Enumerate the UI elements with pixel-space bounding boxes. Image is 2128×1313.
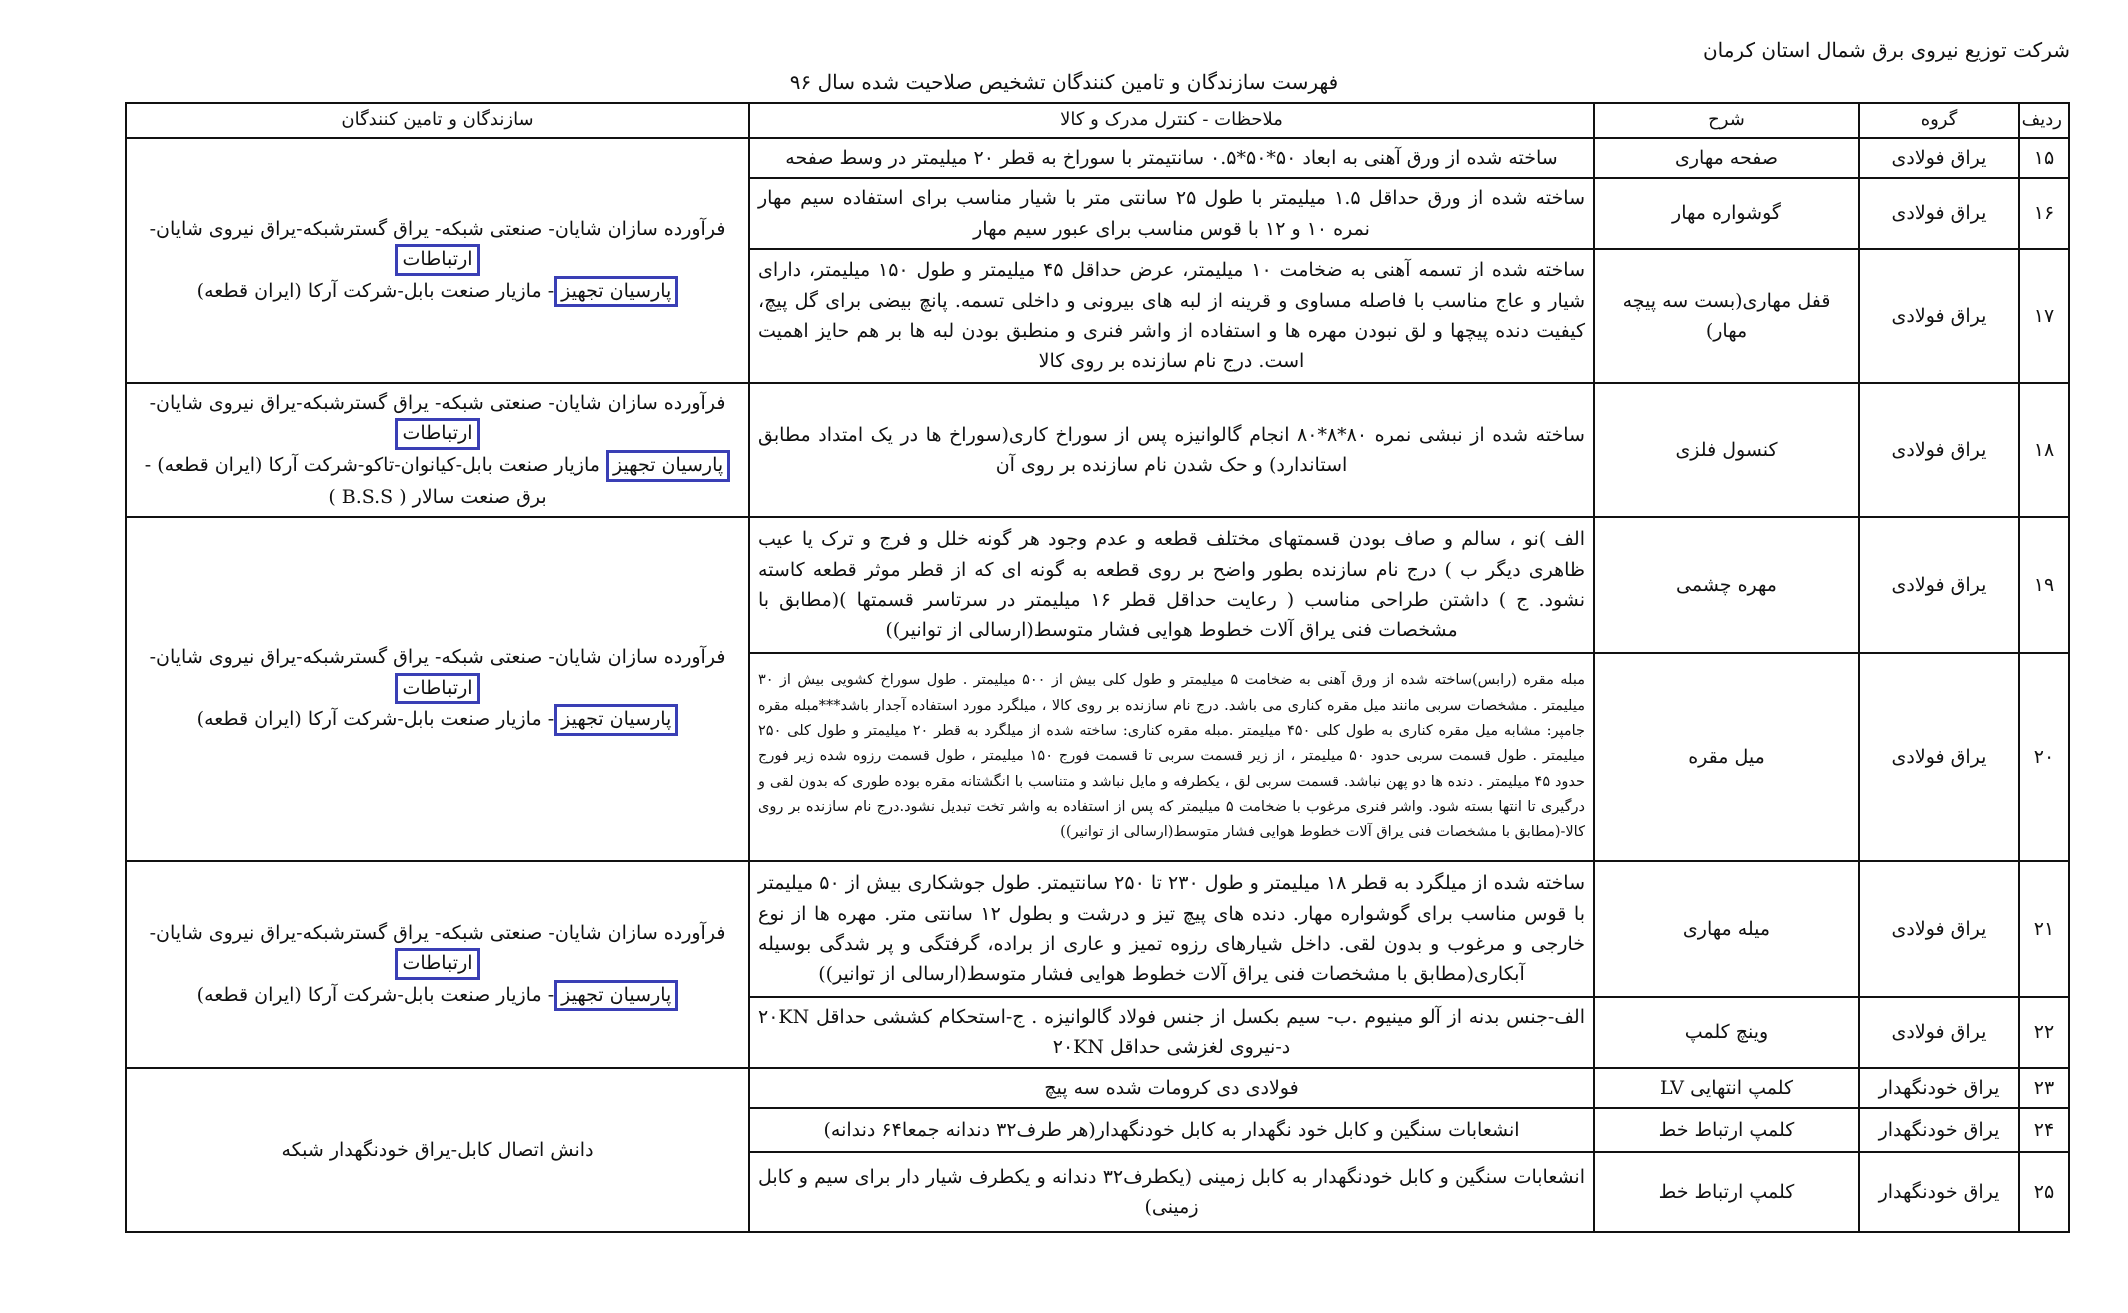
makers-highlight: پارسیان تجهیز: [554, 704, 678, 736]
table-row: [126, 138, 2069, 178]
cell-makers: [126, 138, 749, 383]
cell-makers: [126, 517, 749, 861]
cell-desc: کلمپ ارتباط خط: [1594, 1108, 1859, 1152]
cell-desc: میله مهاری: [1594, 861, 1859, 997]
cell-group: یراق فولادی: [1859, 653, 2019, 861]
cell-notes: الف-جنس بدنه از آلو مینیوم .ب- سیم بکسل از جنس فولاد گالوانیزه . ج-استحکام کششی حداقل ۲۰KN د-نیروی لغزشی حداقل ۲۰KN: [749, 997, 1594, 1068]
makers-highlight: ارتباطات: [395, 673, 479, 705]
company-name: شرکت توزیع نیروی برق شمال استان کرمان: [1702, 38, 2070, 62]
cell-group: یراق فولادی: [1859, 997, 2019, 1068]
makers-text: - مازیار صنعت بابل-شرکت آرکا (ایران قطعه): [196, 279, 555, 302]
header-group: گروه: [1859, 103, 2019, 138]
cell-group: یراق فولادی: [1859, 383, 2019, 517]
cell-notes: ساخته شده از تسمه آهنی به ضخامت ۱۰ میلیمتر، عرض حداقل ۴۵ میلیمتر و طول ۱۵۰ میلیمتر، دارای شیار و عاج مناسب با فاصله مساوی و قرینه از لبه های بیرونی و داخلی تسمه. پانچ بیضی برای گل پیچ، کیفیت دنده پیچها و لق نبودن مهره ها و استفاده از واشر فنری و منطبق بودن لبه ها بر هم حایز اهمیت است. درج نام سازنده بر روی کالا: [749, 249, 1594, 383]
makers-highlight: ارتباطات: [395, 244, 479, 276]
header-makers: سازندگان و تامین کنندگان: [126, 103, 749, 138]
cell-desc: میل مقره: [1594, 653, 1859, 861]
cell-group: یراق فولادی: [1859, 861, 2019, 997]
table-header-row: [126, 103, 2069, 138]
cell-desc: کنسول فلزی: [1594, 383, 1859, 517]
header-desc: شرح: [1594, 103, 1859, 138]
cell-radif: ۲۲: [2019, 997, 2069, 1068]
cell-group: یراق خودنگهدار: [1859, 1068, 2019, 1108]
makers-text: مازیار صنعت بابل-کیانوان-تاکو-شرکت آرکا (ایران قطعه) - برق صنعت سالار ( B.S.S ): [144, 454, 606, 508]
cell-group: یراق فولادی: [1859, 249, 2019, 383]
cell-notes: ساخته شده از میلگرد به قطر ۱۸ میلیمتر و طول ۲۳۰ تا ۲۵۰ سانتیمتر. طول جوشکاری بیش از ۵۰ میلیمتر با قوس مناسب برای گوشواره مهار. دنده های پیچ تیز و درشت و بطول ۱۲ سانتی متر. مهره ها از نوع خارجی و مرغوب و بدون لقی. داخل شیارهای رزوه تمیز و عاری از براده، گرفتگی و پر شدگی بوسیله آبکاری(مطابق با مشخصات فنی یراق آلات خطوط هوایی فشار متوسط(ارسالی از توانیر)): [749, 861, 1594, 997]
cell-group: یراق فولادی: [1859, 178, 2019, 249]
cell-notes: مبله مقره (رابس)ساخته شده از ورق آهنی به ضخامت ۵ میلیمتر و طول کلی بیش از ۵۰۰ میلیمتر . طول سوراخ کشویی بیش از ۳۰ میلیمتر . مشخصات سربی مانند میل مقره کناری می باشد. درج نام سازنده بر روی کالا ، میلگرد مورد استفاده آجدار باشد***مبله مقره جامپر: مشابه میل مقره کناری به طول کلی ۴۵۰ میلیمتر .مبله مقره کناری: ساخته شده از میلگرد به قطر ۲۰ میلیمتر و طول کلی ۲۵۰ میلیمتر . طول قسمت سربی حدود ۵۰ میلیمتر ، از زیر قسمت سربی تا قسمت فورج ۱۵۰ میلیمتر ، طول قسمت رزوه شده زیر فورج حدود ۴۵ میلیمتر . دنده ها دو پهن نباشد. قسمت سربی لق ، یکطرفه و مایل نباشد و متناسب با انگشتانه مقره بوده طوری که بدون لقی و درگیری تا انتها بسته شود. واشر فنری مرغوب با ضخامت ۵ میلیمتر که پس از استفاده به واشر تخت تبدیل نشود.درج نام سازنده بر روی کالا-(مطابق با مشخصات فنی یراق آلات خطوط هوایی فشار متوسط(ارسالی از توانیر)): [749, 653, 1594, 861]
makers-text: فرآورده سازان شایان- صنعتی شبکه- یراق گسترشبکه-یراق نیروی شایان-: [149, 391, 726, 414]
table-row: [126, 1068, 2069, 1108]
cell-notes: ساخته شده از نبشی نمره ۸۰*۸*۸۰ انجام گالوانیزه پس از سوراخ کاری(سوراخ ها در یک امتداد مطابق استاندارد) و حک شدن نام سازنده بر روی آن: [749, 383, 1594, 517]
cell-group: یراق فولادی: [1859, 517, 2019, 653]
header-radif: ردیف: [2019, 103, 2069, 138]
table-row: [126, 517, 2069, 653]
cell-makers: [126, 383, 749, 517]
cell-group: یراق خودنگهدار: [1859, 1152, 2019, 1232]
cell-radif: ۲۳: [2019, 1068, 2069, 1108]
makers-highlight: پارسیان تجهیز: [606, 450, 730, 482]
makers-text: فرآورده سازان شایان- صنعتی شبکه- یراق گسترشبکه-یراق نیروی شایان-: [149, 217, 726, 240]
makers-highlight: ارتباطات: [395, 418, 479, 450]
cell-notes: ساخته شده از ورق حداقل ۱.۵ میلیمتر با طول ۲۵ سانتی متر با شیار مناسب برای استفاده سیم مهار نمره ۱۰ و ۱۲ با قوس مناسب برای عبور سیم مهار: [749, 178, 1594, 249]
cell-desc: وینچ کلمپ: [1594, 997, 1859, 1068]
cell-notes: انشعابات سنگین و کابل خودنگهدار به کابل زمینی (یکطرف۳۲ دندانه و یکطرف شیار دار برای سیم و کابل زمینی): [749, 1152, 1594, 1232]
makers-text: فرآورده سازان شایان- صنعتی شبکه- یراق گسترشبکه-یراق نیروی شایان-: [149, 921, 726, 944]
cell-makers: [126, 861, 749, 1068]
cell-radif: ۲۵: [2019, 1152, 2069, 1232]
cell-group: یراق خودنگهدار: [1859, 1108, 2019, 1152]
cell-notes: انشعابات سنگین و کابل خود نگهدار به کابل خودنگهدار(هر طرف۳۲ دندانه جمعا۶۴ دندانه): [749, 1108, 1594, 1152]
cell-desc: گوشواره مهار: [1594, 178, 1859, 249]
makers-highlight: پارسیان تجهیز: [554, 980, 678, 1012]
cell-group: یراق فولادی: [1859, 138, 2019, 178]
cell-desc: کلمپ ارتباط خط: [1594, 1152, 1859, 1232]
cell-radif: ۱۷: [2019, 249, 2069, 383]
suppliers-table: [125, 102, 2070, 1233]
makers-text: فرآورده سازان شایان- صنعتی شبکه- یراق گسترشبکه-یراق نیروی شایان-: [149, 646, 726, 669]
table-row: [126, 383, 2069, 517]
cell-desc: کلمپ انتهایی LV: [1594, 1068, 1859, 1108]
cell-radif: ۲۰: [2019, 653, 2069, 861]
cell-radif: ۲۴: [2019, 1108, 2069, 1152]
cell-notes: ساخته شده از ورق آهنی به ابعاد ۵۰*۵۰*۰.۵ سانتیمتر با سوراخ به قطر ۲۰ میلیمتر در وسط صفحه: [749, 138, 1594, 178]
cell-radif: ۱۸: [2019, 383, 2069, 517]
cell-notes: الف )نو ، سالم و صاف بودن قسمتهای مختلف قطعه و عدم وجود هر گونه خلل و فرج و ترک یا عیب ظاهری دیگر ب ) درج نام سازنده بطور واضح بر روی قطعه به گونه ای که از قطر موثر قطعه کاسته نشود. ج ) داشتن طراحی مناسب ( رعایت حداقل قطر ۱۶ میلیمتر در سرتاسر قسمتها )(مطابق با مشخصات فنی یراق آلات خطوط هوایی فشار متوسط(ارسالی از توانیر)): [749, 517, 1594, 653]
makers-text: - مازیار صنعت بابل-شرکت آرکا (ایران قطعه): [196, 708, 555, 731]
cell-radif: ۱۵: [2019, 138, 2069, 178]
makers-text: - مازیار صنعت بابل-شرکت آرکا (ایران قطعه): [196, 983, 555, 1006]
cell-notes: فولادی دی کرومات شده سه پیچ: [749, 1068, 1594, 1108]
cell-radif: ۱۹: [2019, 517, 2069, 653]
table-row: [126, 861, 2069, 997]
document-title: فهرست سازندگان و تامین کنندگان تشخیص صلاحیت شده سال ۹۶: [789, 70, 1339, 94]
cell-radif: ۲۱: [2019, 861, 2069, 997]
cell-desc: قفل مهاری(بست سه پیچه مهار): [1594, 249, 1859, 383]
cell-desc: صفحه مهاری: [1594, 138, 1859, 178]
makers-highlight: پارسیان تجهیز: [554, 276, 678, 308]
cell-makers: دانش اتصال کابل-یراق خودنگهدار شبکه: [126, 1068, 749, 1232]
cell-desc: مهره چشمی: [1594, 517, 1859, 653]
makers-highlight: ارتباطات: [395, 948, 479, 980]
header-notes: ملاحظات - کنترل مدرک و کالا: [749, 103, 1594, 138]
cell-radif: ۱۶: [2019, 178, 2069, 249]
